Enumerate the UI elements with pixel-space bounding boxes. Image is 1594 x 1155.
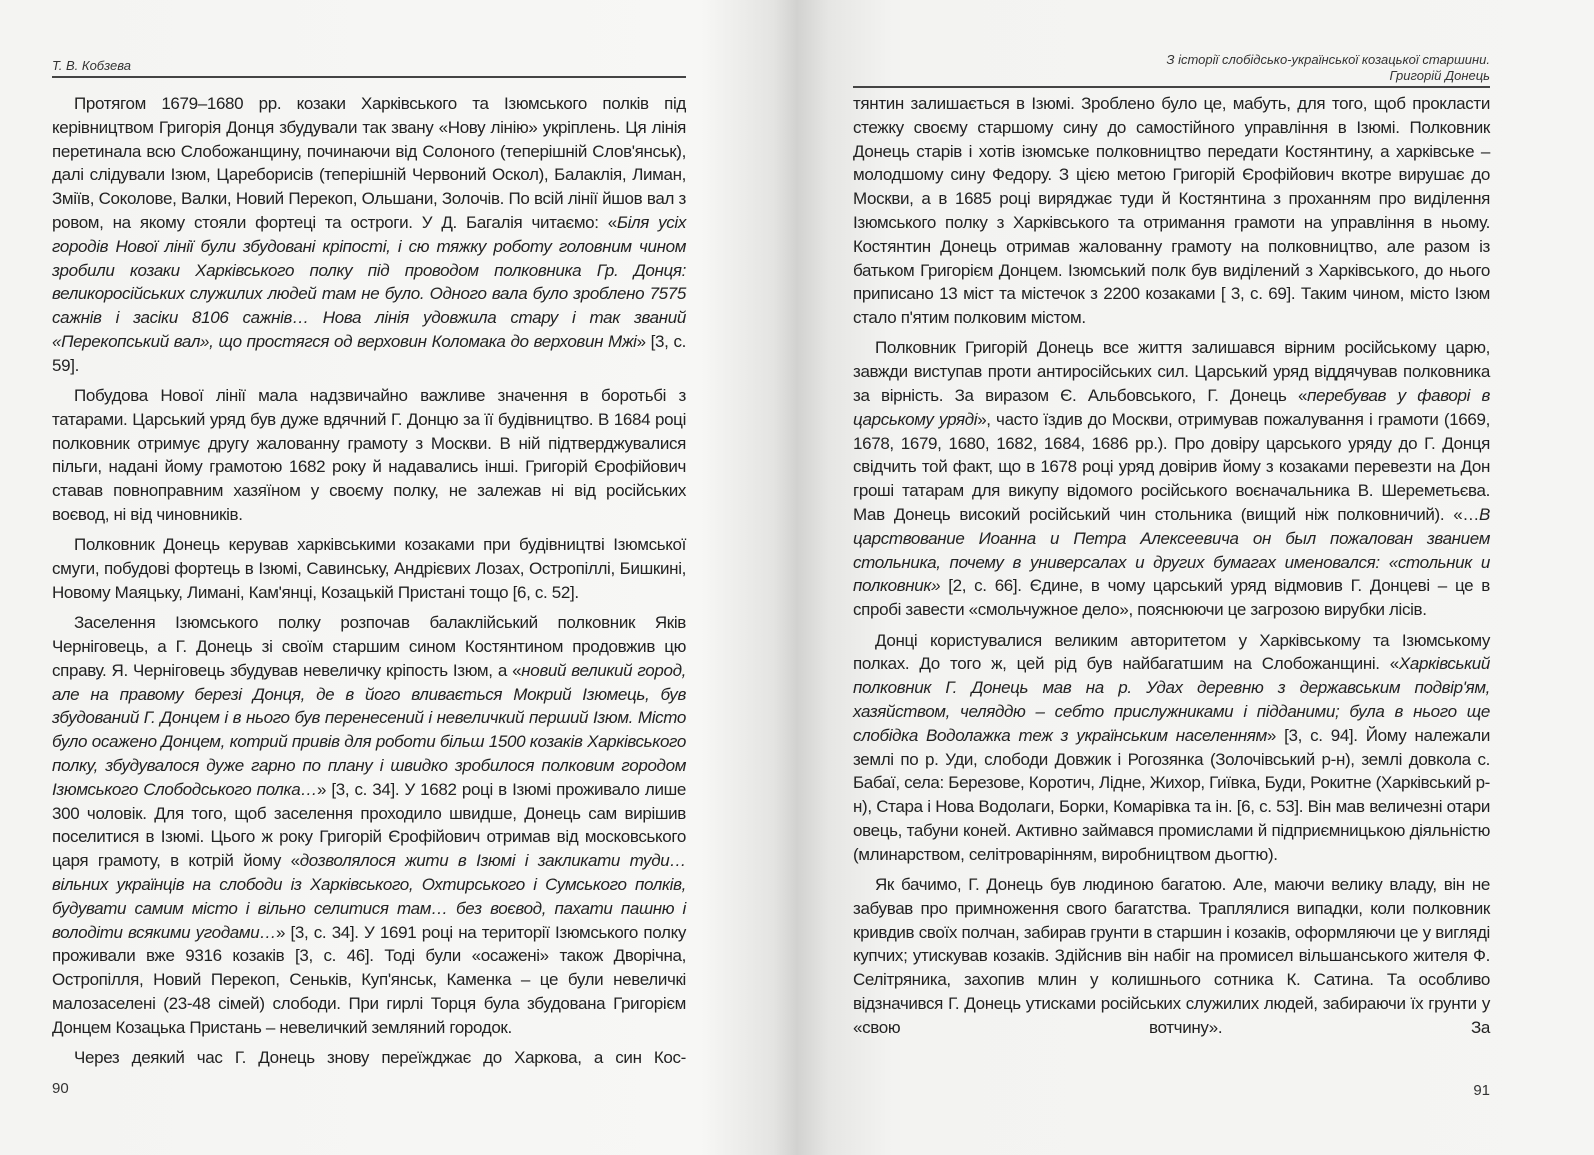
body-text: Полковник Григорій Донець все життя залишався вірним російському царю, завжди виступав проти антиросійських сил. Царський уряд віддячував полковника за вірність. За виразом Є. Альбовського, Г. Донець « (853, 338, 1490, 406)
page-number: 90 (52, 1080, 69, 1097)
body-text: » [3, с. 59]. (52, 331, 686, 375)
paragraph (52, 533, 686, 604)
left-page (52, 0, 686, 1155)
paragraph (853, 336, 1490, 622)
body-text: Заселення Ізюмського полку розпочав балаклійський полковник Яків Черніговець, а Г. Донець зі своїм старшим сином Костянтином продовжив цю справу. Я. Черніговець збудував невеличку кріпость Ізюм, а « (52, 613, 686, 680)
paragraph (853, 629, 1490, 867)
paragraph (52, 92, 686, 378)
body-text: Протягом 1679–1680 рр. козаки Харківського та Ізюмського полків під керівництвом Григорія Донця збудували так звану «Нову лінію» укріплень. Ця лінія перетинала всю Слобожанщину, починаючи від Солоного (теперішній Слов'янськ), далі слідували Ізюм, Цареборисів (теперішній Червоний Оскол), Балаклія, Лиман, Зміїв, Соколове, Валки, Новий Перекоп, Ольшани, Золочів. По всій лінії йшов вал з ровом, на якому стояли фортеці та остроги. У Д. Багалія читаємо: « (52, 94, 686, 232)
paragraph (853, 873, 1490, 1040)
quotation-text: дозволялося жити в Ізюмі і закликати туди… вільних українців на слободи із Харківського, Охтирського і Сумського полків, будувати самим місто і вільно селитися там… без воєвод, пахати пашню і володіти всякими угодами… (52, 851, 686, 942)
header-rule (52, 76, 686, 78)
running-head-title (1167, 52, 1490, 84)
body-text: » [3, с. 34]. У 1691 році на території Ізюмського полку проживали вже 9316 козаків [3, с. 46]. Тоді були «осажені» також Дворічна, Остропілля, Новий Перекоп, Сеньків, Куп'янськ, Каменка – це були невеличкі малозаселені (23-48 сімей) слободи. При гирлі Торця була збудована Григорієм Донцем Козацька Пристань – невеличкий земляний городок. (52, 922, 686, 1037)
running-head-author: Т. В. Кобзева (52, 58, 131, 73)
running-head-line: Григорій Донець (1389, 68, 1490, 83)
quotation-text: В царствование Иоанна и Петра Алексеевича он был пожалован званием стольника, почему в универсалах и других бумагах именовался: «стольник и полковник» (853, 505, 1490, 596)
page-number: 91 (1473, 1082, 1490, 1099)
body-text: », часто їздив до Москви, отримував пожалування і грамоти (1669, 1678, 1679, 1680, 1682, 1684, 1686 рр.). Про довіру царського уряду до Г. Донця свідчить той факт, що в 1678 році уряд довірив йому з козаками перевезти на Дон гроші татарам для викупу відомого російського воєначальника В. Шереметьєва. Мав Донець високий російський чин стольника (вищий ніж полковничий). «… (853, 409, 1490, 525)
right-page (853, 0, 1490, 1155)
quotation-text: перебував у фаворі в царському уряді (853, 386, 1490, 429)
body-text: Як бачимо, Г. Донець був людиною багатою. Але, маючи велику владу, він не забував про примноження свого багатства. Траплялися випадки, коли полковник кривдив своїх полчан, забирав грунти в старшин і козаків, оформляючи це у вигляді купчих; утискував козаків. Здійснив він набіг на промисел вільшанського жителя Ф. Селітряника, захопив млин у колишнього сотника К. Сатина. Та особливо відзначився Г. Донець утисками російських служилих людей, забираючи їх грунти у «свою вотчину». За (853, 875, 1490, 1037)
left-page-body (52, 92, 686, 1076)
paragraph (853, 92, 1490, 330)
running-head-line: З історії слобідсько-української козацької старшини. (1166, 52, 1490, 67)
body-text: тянтин залишається в Ізюмі. Зроблено було це, мабуть, для того, щоб прокласти стежку своєму старшому сину до самостійного управління в Ізюмі. Полковник Донець старів і хотів ізюмське полковництво передати Костянтину, а харківське – молодшому сину Федору. З цією метою Григорій Єрофійович вкотре вирушає до Москви, а в 1685 році виряджає туди й Костянтина з проханням про виділення Ізюмського полку з Харківського та отримання грамоти на управління в ньому. Костянтин Донець отримав жалованну грамоту на полковництво, але разом із батьком Григорієм Донцем. Ізюмський полк був виділений з Харківського, до нього приписано 13 міст та містечок з 2200 козаками [ 3, с. 69]. Таким чином, місто Ізюм стало п'ятим полковим містом. (853, 94, 1490, 328)
quotation-text: Біля усіх городів Нової лінії були збудовані кріпості, і сю тяжку роботу головним чином зробили козаки Харківського полку під проводом полковника Гр. Донця: великоросійських служилих людей там не було. Одного вала було зроблено 7575 сажнів і засіки 8106 сажнів… Нова лінія удовжила стару і так званий «Перекопський вал», що простягся од верховин Коломака до верховин Мжі (52, 212, 686, 351)
right-page-body (853, 92, 1490, 1046)
body-text: » [3, с. 34]. У 1682 році в Ізюмі проживало лише 300 чоловік. Для того, щоб заселення проходило швидше, Донець сам вирішив поселитися в Ізюмі. Цього ж року Григорій Єрофійович отримав від московського царя грамоту, в котрій йому « (52, 779, 687, 871)
body-text: Через деякий час Г. Донець знову переїжджає до Харкова, а син Кос- (74, 1048, 686, 1068)
body-text: [2, с. 66]. Єдине, в чому царський уряд відмовив Г. Донцеві – це в спробі завести «смольчужное дело», пояснюючи це загрозою вирубки лісів. (853, 576, 1490, 620)
paragraph (52, 384, 686, 527)
paragraph (52, 611, 686, 1039)
quotation-text: Харківський полковник Г. Донець мав на р. Удах деревню з державським подвір'ям, хазяйством, челяддю – себто прислужниками і підданими; була в нього ще слобідка Водолажка теж з українським населенням (853, 654, 1490, 745)
body-text: » [3, с. 94]. Йому належали землі по р. Уди, слободи Довжик і Рогозянка (Золочівський р-н), землі довкола с. Бабаї, села: Березове, Коротич, Лідне, Жихор, Гиївка, Буди, Рокитне (Харківський р-н), Стара і Нова Водолаги, Борки, Комарівка та ін. [6, с. 53]. Він мав величезні отари овець, табуни коней. Активно займався промислами й підприємницькою діяльністю (млинарством, селітроварінням, виробництвом дьогтю). (853, 725, 1490, 864)
body-text: Донці користувалися великим авторитетом у Харківському та Ізюмському полках. До того ж, цей рід був найбагатшим на Слобожанщині. « (853, 630, 1490, 674)
body-text: Побудова Нової лінії мала надзвичайно важливе значення в боротьбі з татарами. Царський уряд був дуже вдячний Г. Донцю за її будівництво. В 1684 році полковник отримує другу жалованну грамоту з Москви. В ній підтверджувалися пільги, надані йому грамотою 1682 року й надавались інші. Григорій Єрофійович ставав повноправним хазяїном у своєму полку, не залежав ні від російських воєвод, ні від чиновників. (52, 386, 686, 525)
quotation-text: новий великий город, але на правому березі Донця, де в його вливається Мокрий Ізюмець, був збудований Г. Донцем і в нього був перенесений і невеличкий перший Ізюм. Місто було осажено Донцем, котрий привів для роботи більш 1500 козаків Харківського полку, збудувалося дуже гарно по плану і швидко зробилося полковим городом Ізюмського Слободського полка… (52, 660, 686, 799)
header-rule (853, 86, 1490, 88)
body-text: Полковник Донець керував харківськими козаками при будівництві Ізюмської смуги, побудові фортець в Ізюмі, Савинську, Андрієвих Лозах, Остропіллі, Бишкині, Новому Маяцьку, Лимані, Кам'янці, Козацькій Пристані тощо [6, с. 52]. (52, 535, 686, 602)
paragraph (52, 1046, 686, 1070)
